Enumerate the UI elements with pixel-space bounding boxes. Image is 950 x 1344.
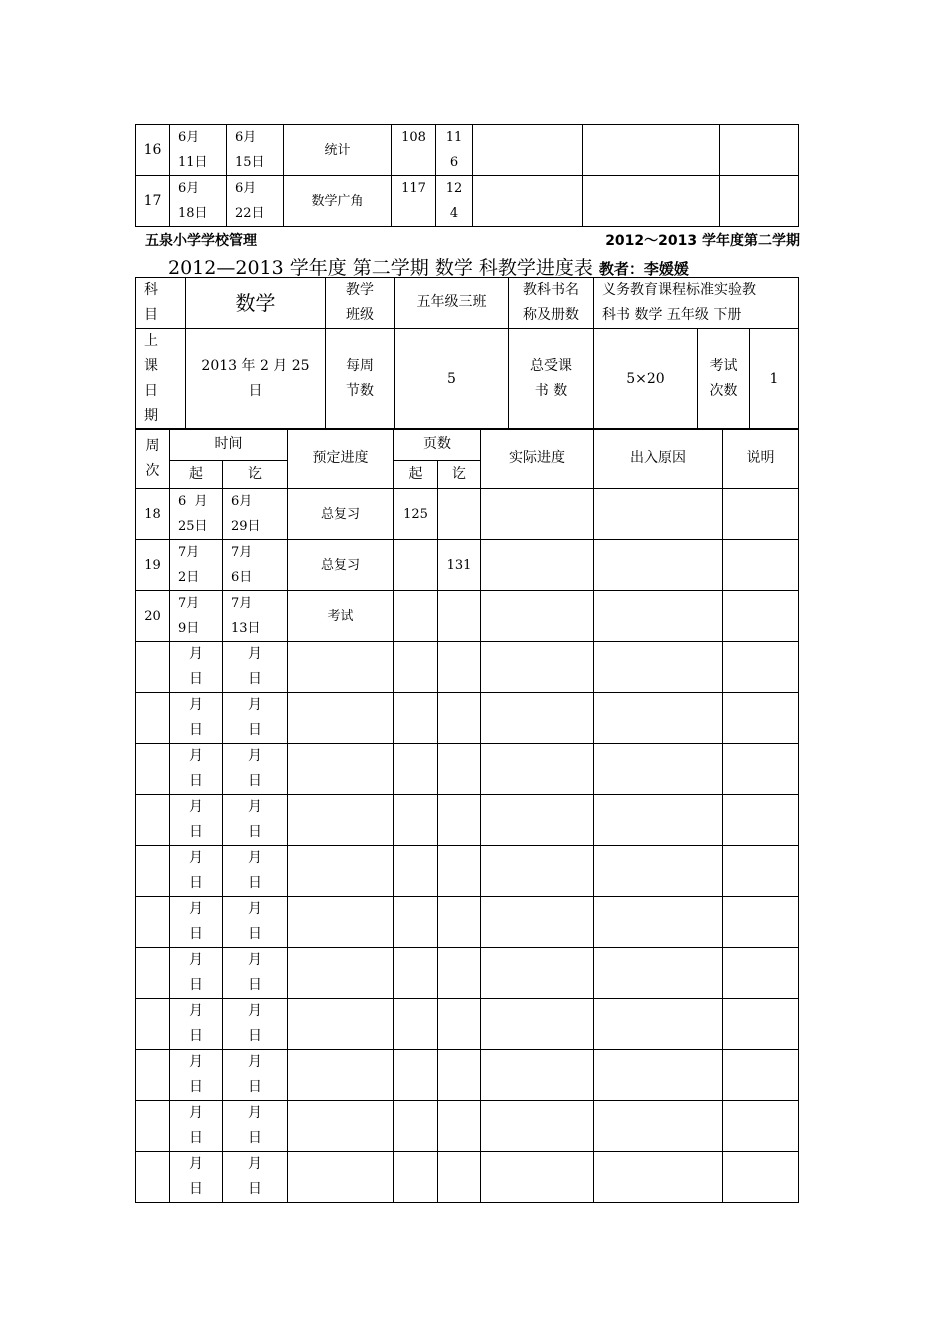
- reason-cell: [594, 489, 723, 540]
- title-text: 2012—2013 学年度 第二学期 数学 科教学进度表: [168, 257, 593, 279]
- blank-row: [136, 948, 799, 999]
- month-day-cell: 月 日: [170, 948, 223, 999]
- pages-header: 页数: [394, 429, 481, 461]
- reason-cell: [594, 540, 723, 591]
- start-date-cell: 6 月 25日: [170, 489, 223, 540]
- start-date-cell: 7月 9日: [170, 591, 223, 642]
- reason-header: 出入原因: [594, 429, 723, 489]
- from-header: 起: [170, 461, 223, 489]
- month-day-cell: 月 日: [223, 744, 288, 795]
- end-date-cell: 6月 29日: [223, 489, 288, 540]
- month-day-cell: 月 日: [170, 846, 223, 897]
- blank-row: [136, 642, 799, 693]
- month-day-cell: 月 日: [170, 1101, 223, 1152]
- actual-cell: [473, 125, 583, 176]
- start-date-value: 2013 年 2 月 25 日: [186, 329, 326, 430]
- time-header: 时间: [170, 429, 288, 461]
- book-value: 义务教育课程标准实验教 科书 数学 五年级 下册: [594, 278, 799, 329]
- actual-cell: [481, 540, 594, 591]
- blank-row: [136, 846, 799, 897]
- info-row-subject: [136, 278, 799, 329]
- total-value: 5×20: [594, 329, 698, 430]
- note-cell: [720, 176, 799, 227]
- weekly-value: 5: [395, 329, 509, 430]
- month-day-cell: 月 日: [223, 897, 288, 948]
- actual-header: 实际进度: [481, 429, 594, 489]
- page-start-cell: [394, 591, 438, 642]
- plan-cell: 考试: [288, 591, 394, 642]
- start-date-cell: 7月 2日: [170, 540, 223, 591]
- month-day-cell: 月 日: [223, 795, 288, 846]
- to-header: 讫: [223, 461, 288, 489]
- plan-header: 预定进度: [288, 429, 394, 489]
- month-day-cell: 月 日: [170, 1152, 223, 1203]
- class-value: 五年级三班: [395, 278, 509, 329]
- blank-row: [136, 897, 799, 948]
- month-day-cell: 月 日: [223, 1101, 288, 1152]
- class-label: 教学 班级: [326, 278, 395, 329]
- note-cell: [723, 489, 799, 540]
- reason-cell: [583, 176, 720, 227]
- week-cell: 20: [136, 591, 170, 642]
- page-end-cell: 11 6: [436, 125, 473, 176]
- reason-cell: [594, 591, 723, 642]
- blank-row: [136, 744, 799, 795]
- start-date-cell: 6月 18日: [170, 176, 227, 227]
- actual-cell: [481, 591, 594, 642]
- page-start-cell: 117: [392, 176, 436, 227]
- plan-cell: 数学广角: [284, 176, 392, 227]
- start-date-cell: 6月 11日: [170, 125, 227, 176]
- table-row: [136, 489, 799, 540]
- actual-cell: [473, 176, 583, 227]
- blank-row: [136, 1050, 799, 1101]
- weekly-label: 每周 节数: [326, 329, 395, 430]
- page-end-cell: 131: [438, 540, 481, 591]
- month-day-cell: 月 日: [223, 642, 288, 693]
- page-end-cell: [438, 489, 481, 540]
- page-end-cell: [438, 591, 481, 642]
- note-cell: [720, 125, 799, 176]
- schedule-table: [135, 428, 799, 1203]
- total-label: 总受课 书 数: [509, 329, 594, 430]
- end-date-cell: 7月 6日: [223, 540, 288, 591]
- month-day-cell: 月 日: [170, 744, 223, 795]
- month-day-cell: 月 日: [223, 1050, 288, 1101]
- exam-value: 1: [750, 329, 799, 430]
- end-date-cell: 6月 22日: [227, 176, 284, 227]
- month-day-cell: 月 日: [170, 999, 223, 1050]
- week-cell: 16: [136, 125, 170, 176]
- week-cell: 18: [136, 489, 170, 540]
- note-cell: [723, 591, 799, 642]
- month-day-cell: 月 日: [223, 999, 288, 1050]
- month-day-cell: 月 日: [170, 642, 223, 693]
- page-end-cell: 12 4: [436, 176, 473, 227]
- term-label: 2012～2013 学年度第二学期: [605, 233, 800, 249]
- start-date-label: 上 课 日 期: [136, 329, 186, 430]
- plan-cell: 总复习: [288, 540, 394, 591]
- page-to-header: 讫: [438, 461, 481, 489]
- blank-row: [136, 999, 799, 1050]
- week-header: 周 次: [136, 429, 170, 489]
- subject-value: 数学: [186, 278, 326, 329]
- prev-schedule-table: [135, 124, 799, 227]
- month-day-cell: 月 日: [170, 897, 223, 948]
- page-start-cell: [394, 540, 438, 591]
- note-header: 说明: [723, 429, 799, 489]
- note-cell: [723, 540, 799, 591]
- end-date-cell: 7月 13日: [223, 591, 288, 642]
- page-header: [145, 230, 800, 248]
- subject-label: 科 目: [136, 278, 186, 329]
- page-from-header: 起: [394, 461, 438, 489]
- actual-cell: [481, 489, 594, 540]
- month-day-cell: 月 日: [170, 693, 223, 744]
- plan-cell: 统计: [284, 125, 392, 176]
- page-title: [168, 253, 808, 279]
- table-row: [136, 540, 799, 591]
- reason-cell: [583, 125, 720, 176]
- week-cell: 19: [136, 540, 170, 591]
- month-day-cell: 月 日: [223, 948, 288, 999]
- book-label: 教科书名 称及册数: [509, 278, 594, 329]
- end-date-cell: 6月 15日: [227, 125, 284, 176]
- blank-row: [136, 1101, 799, 1152]
- month-day-cell: 月 日: [223, 1152, 288, 1203]
- month-day-cell: 月 日: [223, 846, 288, 897]
- month-day-cell: 月 日: [170, 795, 223, 846]
- school-name: 五泉小学学校管理: [145, 233, 257, 249]
- plan-cell: 总复习: [288, 489, 394, 540]
- course-info-table: [135, 277, 799, 430]
- page-start-cell: 108: [392, 125, 436, 176]
- month-day-cell: 月 日: [170, 1050, 223, 1101]
- teacher-name: 教者：李媛媛: [598, 260, 689, 278]
- blank-row: [136, 693, 799, 744]
- table-row: [136, 125, 799, 176]
- info-row-schedule: [136, 329, 799, 430]
- blank-row: [136, 795, 799, 846]
- header-row: [136, 429, 799, 461]
- month-day-cell: 月 日: [223, 693, 288, 744]
- table-row: [136, 591, 799, 642]
- exam-label: 考试 次数: [698, 329, 750, 430]
- week-cell: 17: [136, 176, 170, 227]
- table-row: [136, 176, 799, 227]
- page-start-cell: 125: [394, 489, 438, 540]
- blank-row: [136, 1152, 799, 1203]
